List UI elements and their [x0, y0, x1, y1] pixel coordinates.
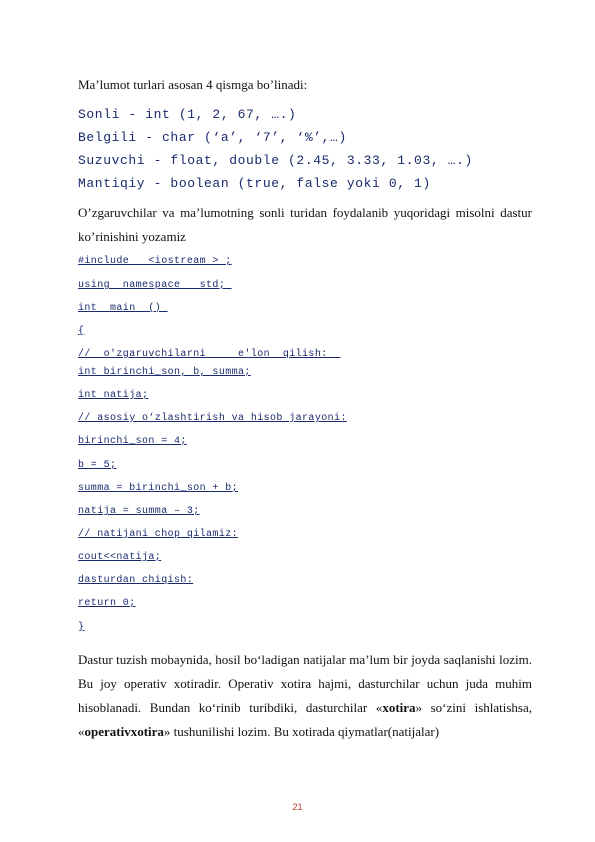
code-line: int main ()	[78, 303, 168, 314]
code-line: b = 5;	[78, 460, 117, 471]
code-colon: :	[231, 529, 239, 540]
code-colon: :	[340, 413, 347, 424]
code-line: birinchi_son = 4;	[78, 436, 187, 447]
code-line: }	[78, 622, 85, 633]
paragraph-text: » so‘zini ishlatishsa, «	[78, 700, 532, 739]
code-line: int birinchi_son, b, summa;	[78, 367, 251, 378]
code-line: using namespace std;	[78, 280, 232, 291]
code-line: int natija;	[78, 390, 149, 401]
bold-term-operativxotira: operativxotira	[84, 724, 164, 739]
paragraph-intro-code: O’zgaruvchilar va ma’lumotning sonli turidan foydalanib yuqoridagi misolni dastur ko’rinishini yozamiz	[78, 205, 532, 244]
code-line: // o'zgaruvchilarni e'lon qilish:	[78, 349, 341, 360]
code-line: return 0;	[78, 598, 136, 609]
paragraph-text: Dastur tuzish mobaynida, hosil bo‘ladigan natijalar ma’lum bir joyda saqlanishi lozim. Bu joy operativ xotiradir. Operativ xotira hajmi, dasturchilar uchun juda muhim hisoblanadi. Bundan ko‘rinib turibdiki, dasturchilar «	[78, 652, 532, 715]
paragraph-memory	[78, 648, 532, 744]
paragraph-text: » tushunilishi lozim. Bu xotirada qiymatlar(natijalar)	[163, 724, 440, 739]
intro-text: Ma’lumot turlari asosan 4 qismga bo’linadi:	[78, 77, 308, 92]
type-line-float: Suzuvchi - float, double (2.45, 3.33, 1.03, ….)	[78, 153, 473, 168]
code-line: dasturdan chiqish:	[78, 575, 194, 586]
code-line-comment	[78, 529, 238, 540]
bold-term-xotira: xotira	[382, 700, 416, 715]
type-line-char: Belgili - char (‘a’, ‘7’, ‘%’,…)	[78, 130, 347, 145]
code-text: // natijani chop qilamiz	[78, 529, 232, 540]
code-line: summa = birinchi_son + b;	[78, 483, 239, 494]
code-line: cout<<natija;	[78, 552, 162, 563]
code-line: natija = summa – 3;	[78, 506, 200, 517]
type-line-int: Sonli - int (1, 2, 67, ….)	[78, 107, 297, 122]
code-line-comment	[78, 413, 347, 424]
code-text: // asosiy o‘zlashtirish va hisob jarayoni	[78, 413, 341, 424]
code-line: #include <iostream > ;	[78, 256, 232, 267]
type-line-boolean: Mantiqiy - boolean (true, false yoki 0, 1)	[78, 176, 431, 191]
page-number: 21	[292, 802, 303, 812]
code-line: {	[78, 326, 85, 337]
